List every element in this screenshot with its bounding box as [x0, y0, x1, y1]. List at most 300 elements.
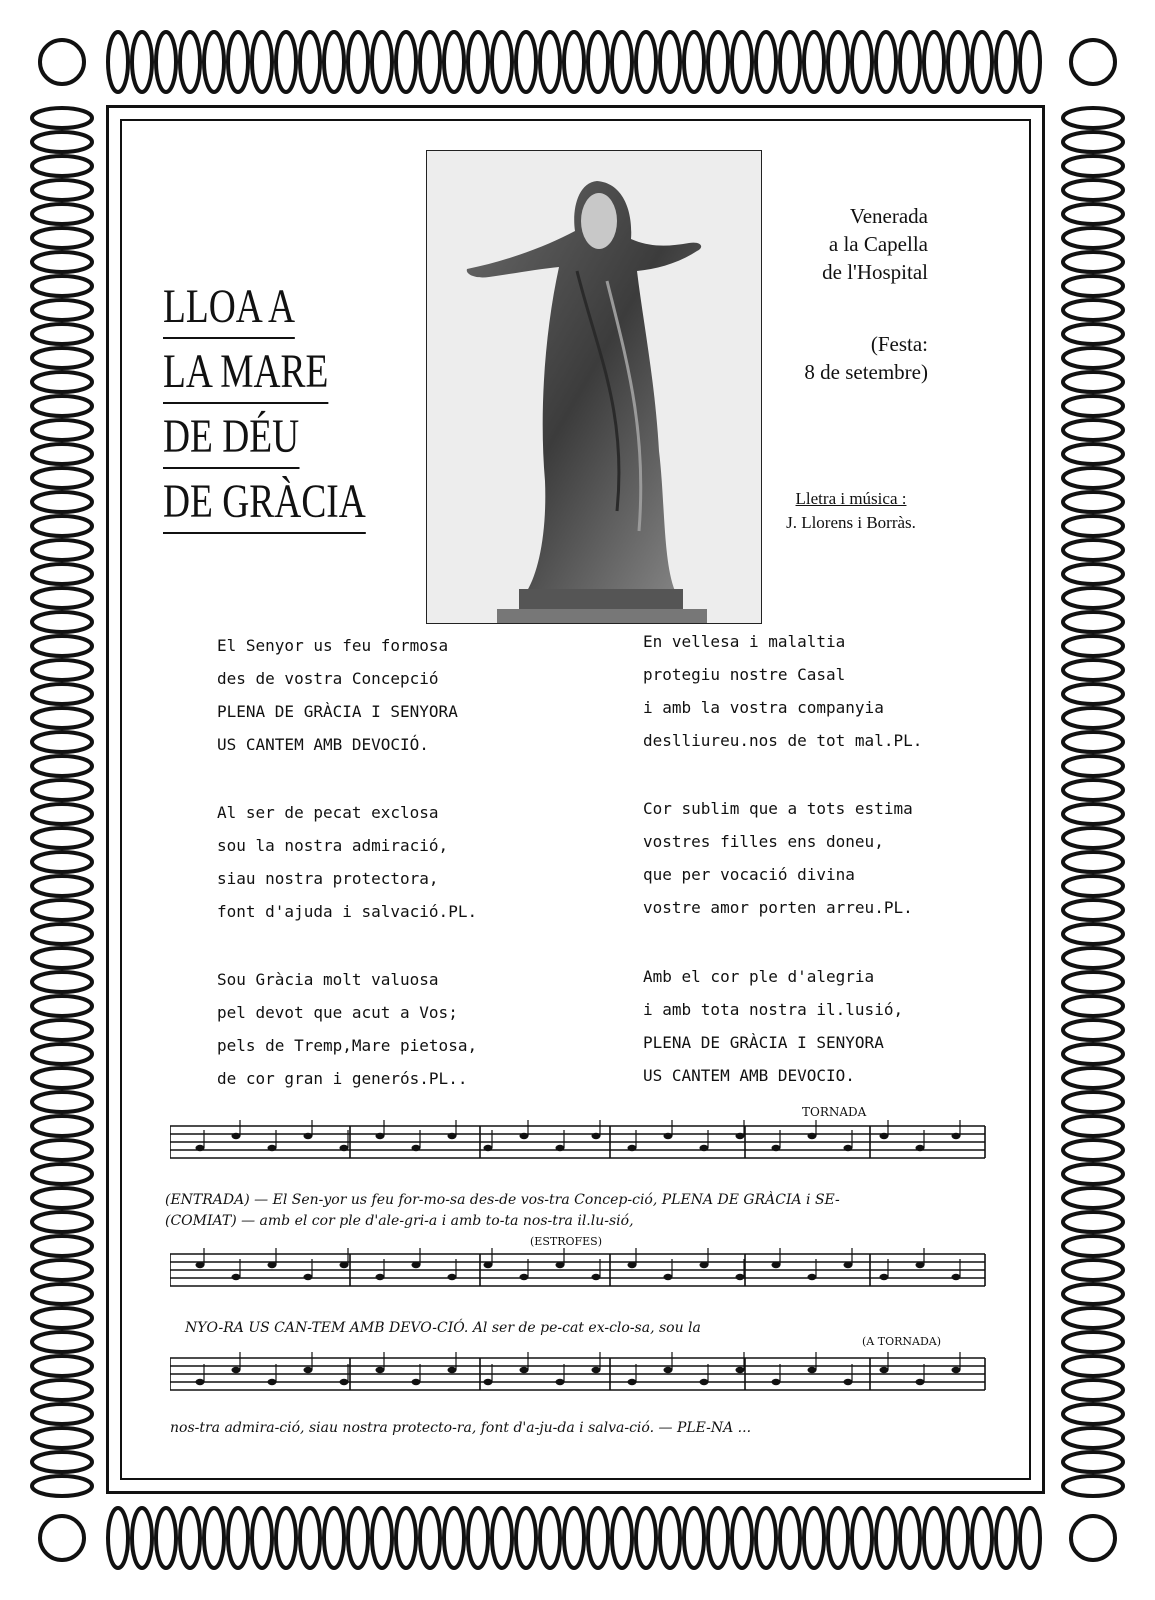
border-loop: [1063, 516, 1123, 536]
note-head: [844, 1145, 853, 1151]
border-loop: [32, 804, 92, 824]
border-loop: [396, 1508, 416, 1568]
note-head: [772, 1262, 781, 1268]
border-loop: [1063, 684, 1123, 704]
border-loop: [828, 32, 848, 92]
note-head: [808, 1133, 817, 1139]
border-loop: [1020, 32, 1040, 92]
note-head: [412, 1379, 421, 1385]
border-loop: [1063, 540, 1123, 560]
a-tornada-label: (A TORNADA): [862, 1335, 941, 1348]
border-loop: [420, 1508, 440, 1568]
border-loop: [32, 1020, 92, 1040]
border-loop: [32, 156, 92, 176]
note-head: [916, 1262, 925, 1268]
border-loop: [540, 32, 560, 92]
border-loop: [1063, 1404, 1123, 1424]
border-loop: [1063, 588, 1123, 608]
border-loop: [300, 32, 320, 92]
note-head: [700, 1262, 709, 1268]
staff-3: [170, 1352, 990, 1402]
border-loop: [636, 1508, 656, 1568]
border-loop: [1063, 156, 1123, 176]
border-loop: [32, 588, 92, 608]
title-line-2: LA MARE: [163, 348, 328, 404]
border-loop: [32, 924, 92, 944]
border-loop: [1063, 1380, 1123, 1400]
staff-2: [170, 1248, 990, 1298]
note-head: [448, 1274, 457, 1280]
border-loop: [324, 32, 344, 92]
border-loop: [32, 1044, 92, 1064]
verse-line: PLENA DE GRÀCIA I SENYORA: [217, 702, 458, 721]
border-loop: [444, 1508, 464, 1568]
verse-line: vostres filles ens doneu,: [643, 832, 884, 851]
border-loop: [32, 660, 92, 680]
verse-line: US CANTEM AMB DEVOCIÓ.: [217, 735, 429, 754]
border-loop: [1063, 780, 1123, 800]
border-loop: [1063, 1116, 1123, 1136]
border-loop: [588, 1508, 608, 1568]
border-loop: [348, 32, 368, 92]
title-line-1: LLOA A: [163, 283, 295, 339]
note-head: [808, 1274, 817, 1280]
note-head: [736, 1133, 745, 1139]
verse-right-3: [643, 960, 903, 1092]
border-loop: [132, 1508, 152, 1568]
note-head: [376, 1274, 385, 1280]
border-loop: [32, 1212, 92, 1232]
border-loop: [636, 32, 656, 92]
feast-date: [770, 330, 928, 386]
note-head: [628, 1379, 637, 1385]
border-loop: [996, 1508, 1016, 1568]
verse-line: siau nostra protectora,: [217, 869, 439, 888]
note-head: [664, 1274, 673, 1280]
virgin-statue-photo: [426, 150, 762, 624]
border-loop: [516, 1508, 536, 1568]
lyric-line-3: NYO-RA US CAN-TEM AMB DEVO-CIÓ. Al ser de pe-cat ex-clo-sa, sou la: [185, 1320, 701, 1336]
border-loop: [804, 1508, 824, 1568]
border-loop: [756, 1508, 776, 1568]
border-loop: [1063, 492, 1123, 512]
verse-line: Sou Gràcia molt valuosa: [217, 970, 439, 989]
verse-line: protegiu nostre Casal: [643, 665, 846, 684]
verse-line: pels de Tremp,Mare pietosa,: [217, 1036, 478, 1055]
border-loop: [804, 32, 824, 92]
border-loop: [948, 1508, 968, 1568]
border-loop: [780, 32, 800, 92]
border-loop: [1063, 468, 1123, 488]
border-loop: [900, 32, 920, 92]
veneration-line-2: a la Capella: [828, 232, 928, 256]
border-loop: [252, 32, 272, 92]
border-loop: [1063, 1020, 1123, 1040]
border-loop: [32, 1164, 92, 1184]
border-loop: [32, 948, 92, 968]
border-loop: [252, 1508, 272, 1568]
border-loop: [1063, 804, 1123, 824]
border-loop: [1063, 876, 1123, 896]
verse-left-3: [217, 963, 477, 1095]
border-loop: [32, 1236, 92, 1256]
border-loop: [32, 204, 92, 224]
note-head: [268, 1262, 277, 1268]
border-loop: [540, 1508, 560, 1568]
border-loop: [1063, 852, 1123, 872]
border-loop: [708, 1508, 728, 1568]
border-loop: [732, 1508, 752, 1568]
note-head: [520, 1133, 529, 1139]
note-head: [880, 1133, 889, 1139]
note-head: [844, 1262, 853, 1268]
border-loop: [32, 132, 92, 152]
border-loop: [180, 1508, 200, 1568]
border-loop: [564, 32, 584, 92]
border-loop: [588, 32, 608, 92]
note-head: [556, 1379, 565, 1385]
verse-line: font d'ajuda i salvació.PL.: [217, 902, 478, 921]
border-loop: [32, 1284, 92, 1304]
verse-line: Amb el cor ple d'alegria: [643, 967, 875, 986]
border-loop: [1063, 756, 1123, 776]
border-loop: [1063, 1068, 1123, 1088]
note-head: [772, 1379, 781, 1385]
note-head: [304, 1367, 313, 1373]
veneration-line-1: Venerada: [849, 204, 928, 228]
border-loop: [32, 108, 92, 128]
border-loop: [32, 372, 92, 392]
border-loop: [1063, 1092, 1123, 1112]
border-loop: [32, 1068, 92, 1088]
title-line-4: DE GRÀCIA: [163, 478, 366, 534]
border-loop: [32, 1308, 92, 1328]
border-loop: [32, 1452, 92, 1472]
border-loop: [1063, 1308, 1123, 1328]
note-head: [628, 1145, 637, 1151]
border-loop: [1063, 1476, 1123, 1496]
border-loop: [1071, 1516, 1115, 1560]
border-loop: [972, 1508, 992, 1568]
border-loop: [1063, 948, 1123, 968]
lyric-line-4: nos-tra admira-ció, siau nostra protecto-ra, font d'a-ju-da i salva-ció. — PLE-NA ...: [170, 1420, 752, 1436]
border-loop: [276, 32, 296, 92]
border-loop: [108, 1508, 128, 1568]
border-loop: [108, 32, 128, 92]
note-head: [556, 1262, 565, 1268]
note-head: [952, 1133, 961, 1139]
border-loop: [32, 564, 92, 584]
border-loop: [32, 732, 92, 752]
border-loop: [32, 996, 92, 1016]
border-loop: [1063, 1284, 1123, 1304]
border-loop: [300, 1508, 320, 1568]
border-loop: [32, 492, 92, 512]
border-loop: [1020, 1508, 1040, 1568]
border-loop: [32, 1428, 92, 1448]
border-loop: [32, 420, 92, 440]
border-loop: [1063, 372, 1123, 392]
border-loop: [444, 32, 464, 92]
border-loop: [32, 1404, 92, 1424]
border-loop: [420, 32, 440, 92]
border-loop: [948, 32, 968, 92]
verse-line: deslliureu.nos de tot mal.PL.: [643, 731, 923, 750]
note-head: [304, 1274, 313, 1280]
border-loop: [1063, 612, 1123, 632]
note-head: [340, 1145, 349, 1151]
note-head: [736, 1367, 745, 1373]
note-head: [592, 1133, 601, 1139]
border-loop: [372, 1508, 392, 1568]
border-loop: [348, 1508, 368, 1568]
border-loop: [492, 1508, 512, 1568]
verse-line: sou la nostra admiració,: [217, 836, 449, 855]
border-loop: [132, 32, 152, 92]
note-head: [520, 1274, 529, 1280]
border-loop: [32, 1140, 92, 1160]
verse-line: En vellesa i malaltia: [643, 632, 846, 651]
note-head: [952, 1367, 961, 1373]
note-head: [592, 1274, 601, 1280]
note-head: [340, 1379, 349, 1385]
note-head: [376, 1367, 385, 1373]
border-loop: [1063, 1044, 1123, 1064]
border-loop: [612, 1508, 632, 1568]
border-loop: [204, 32, 224, 92]
tornada-label: TORNADA: [802, 1105, 867, 1119]
border-loop: [1063, 1188, 1123, 1208]
border-loop: [180, 32, 200, 92]
veneration-line-3: de l'Hospital: [822, 260, 928, 284]
border-loop: [396, 32, 416, 92]
estrofes-label: (ESTROFES): [530, 1235, 602, 1248]
border-loop: [32, 228, 92, 248]
border-loop: [1063, 828, 1123, 848]
border-loop: [32, 1476, 92, 1496]
border-loop: [660, 1508, 680, 1568]
border-loop: [1063, 708, 1123, 728]
border-loop: [1063, 1356, 1123, 1376]
border-loop: [1063, 1164, 1123, 1184]
border-loop: [1063, 180, 1123, 200]
border-loop: [32, 828, 92, 848]
border-loop: [1063, 924, 1123, 944]
feast-line-2: 8 de setembre): [804, 360, 928, 384]
note-head: [520, 1367, 529, 1373]
border-loop: [1063, 204, 1123, 224]
verse-right-2: [643, 792, 913, 924]
border-loop: [1063, 252, 1123, 272]
note-head: [844, 1379, 853, 1385]
border-loop: [32, 900, 92, 920]
border-loop: [876, 1508, 896, 1568]
note-head: [736, 1274, 745, 1280]
border-loop: [1063, 300, 1123, 320]
note-head: [700, 1379, 709, 1385]
border-loop: [900, 1508, 920, 1568]
border-loop: [684, 1508, 704, 1568]
verse-line: pel devot que acut a Vos;: [217, 1003, 458, 1022]
border-loop: [32, 348, 92, 368]
note-head: [268, 1379, 277, 1385]
border-loop: [156, 1508, 176, 1568]
border-loop: [156, 32, 176, 92]
border-loop: [1063, 228, 1123, 248]
border-loop: [40, 40, 84, 84]
lyric-line-1: (ENTRADA) — El Sen-yor us feu for-mo-sa des-de vos-tra Concep-ció, PLENA DE GRÀCIA i SE-: [165, 1192, 840, 1208]
border-loop: [32, 300, 92, 320]
border-loop: [32, 540, 92, 560]
border-loop: [32, 252, 92, 272]
border-loop: [924, 32, 944, 92]
border-loop: [828, 1508, 848, 1568]
border-loop: [32, 468, 92, 488]
border-loop: [1063, 444, 1123, 464]
border-loop: [32, 780, 92, 800]
verse-line: i amb la vostra companyia: [643, 698, 884, 717]
border-loop: [32, 1092, 92, 1112]
border-loop: [1063, 732, 1123, 752]
border-loop: [1063, 900, 1123, 920]
note-head: [304, 1133, 313, 1139]
border-loop: [1063, 1236, 1123, 1256]
border-loop: [612, 32, 632, 92]
note-head: [196, 1379, 205, 1385]
border-loop: [732, 32, 752, 92]
border-loop: [516, 32, 536, 92]
credit-label: Lletra i música :: [795, 489, 907, 508]
border-loop: [32, 180, 92, 200]
note-head: [484, 1379, 493, 1385]
border-loop: [972, 32, 992, 92]
border-loop: [1063, 1140, 1123, 1160]
border-loop: [1063, 564, 1123, 584]
border-loop: [780, 1508, 800, 1568]
note-head: [268, 1145, 277, 1151]
border-loop: [32, 684, 92, 704]
border-loop: [708, 32, 728, 92]
border-loop: [32, 276, 92, 296]
border-loop: [32, 1380, 92, 1400]
border-loop: [32, 1188, 92, 1208]
note-head: [340, 1262, 349, 1268]
veneration-note: [770, 202, 928, 286]
feast-line-1: (Festa:: [870, 332, 928, 356]
verse-right-1: [643, 625, 922, 757]
border-loop: [32, 516, 92, 536]
border-loop: [228, 32, 248, 92]
border-loop: [492, 32, 512, 92]
border-loop: [756, 32, 776, 92]
border-loop: [32, 756, 92, 776]
note-head: [376, 1133, 385, 1139]
border-loop: [32, 1332, 92, 1352]
border-loop: [32, 324, 92, 344]
border-loop: [32, 1116, 92, 1136]
border-loop: [1063, 324, 1123, 344]
border-loop: [876, 32, 896, 92]
note-head: [196, 1145, 205, 1151]
border-loop: [1063, 1332, 1123, 1352]
note-head: [880, 1367, 889, 1373]
border-loop: [1063, 660, 1123, 680]
border-loop: [32, 1260, 92, 1280]
border-loop: [32, 396, 92, 416]
note-head: [628, 1262, 637, 1268]
note-head: [772, 1145, 781, 1151]
note-head: [592, 1367, 601, 1373]
border-loop: [1063, 1428, 1123, 1448]
credits: [765, 487, 937, 535]
border-loop: [1063, 276, 1123, 296]
verse-line: Cor sublim que a tots estima: [643, 799, 913, 818]
border-loop: [276, 1508, 296, 1568]
verse-line: que per vocació divina: [643, 865, 855, 884]
note-head: [448, 1133, 457, 1139]
border-loop: [32, 972, 92, 992]
border-loop: [564, 1508, 584, 1568]
border-loop: [1063, 132, 1123, 152]
verse-line: des de vostra Concepció: [217, 669, 439, 688]
border-loop: [1063, 420, 1123, 440]
note-head: [880, 1274, 889, 1280]
border-loop: [1063, 348, 1123, 368]
note-head: [916, 1145, 925, 1151]
note-head: [952, 1274, 961, 1280]
verse-line: Al ser de pecat exclosa: [217, 803, 439, 822]
note-head: [484, 1262, 493, 1268]
verse-left-1: [217, 629, 458, 761]
verse-line: vostre amor porten arreu.PL.: [643, 898, 913, 917]
note-head: [700, 1145, 709, 1151]
note-head: [448, 1367, 457, 1373]
title-line-3: DE DÉU: [163, 413, 299, 469]
note-head: [556, 1145, 565, 1151]
border-loop: [204, 1508, 224, 1568]
verse-left-2: [217, 796, 477, 928]
credit-author: J. Llorens i Borràs.: [786, 513, 916, 532]
border-loop: [32, 876, 92, 896]
staff-1: [170, 1120, 990, 1170]
border-loop: [372, 32, 392, 92]
verse-line: PLENA DE GRÀCIA I SENYORA: [643, 1033, 884, 1052]
border-loop: [1063, 636, 1123, 656]
border-loop: [40, 1516, 84, 1560]
note-head: [808, 1367, 817, 1373]
verse-line: i amb tota nostra il.lusió,: [643, 1000, 904, 1019]
border-loop: [1063, 1452, 1123, 1472]
border-loop: [852, 32, 872, 92]
note-head: [412, 1145, 421, 1151]
note-head: [916, 1379, 925, 1385]
border-loop: [1063, 972, 1123, 992]
border-loop: [32, 612, 92, 632]
border-loop: [324, 1508, 344, 1568]
border-loop: [32, 444, 92, 464]
note-head: [196, 1262, 205, 1268]
border-loop: [468, 1508, 488, 1568]
verse-line: de cor gran i generós.PL..: [217, 1069, 468, 1088]
border-loop: [684, 32, 704, 92]
note-head: [664, 1367, 673, 1373]
note-head: [232, 1367, 241, 1373]
border-loop: [228, 1508, 248, 1568]
border-loop: [1063, 996, 1123, 1016]
verse-line: El Senyor us feu formosa: [217, 636, 449, 655]
note-head: [484, 1145, 493, 1151]
border-loop: [660, 32, 680, 92]
